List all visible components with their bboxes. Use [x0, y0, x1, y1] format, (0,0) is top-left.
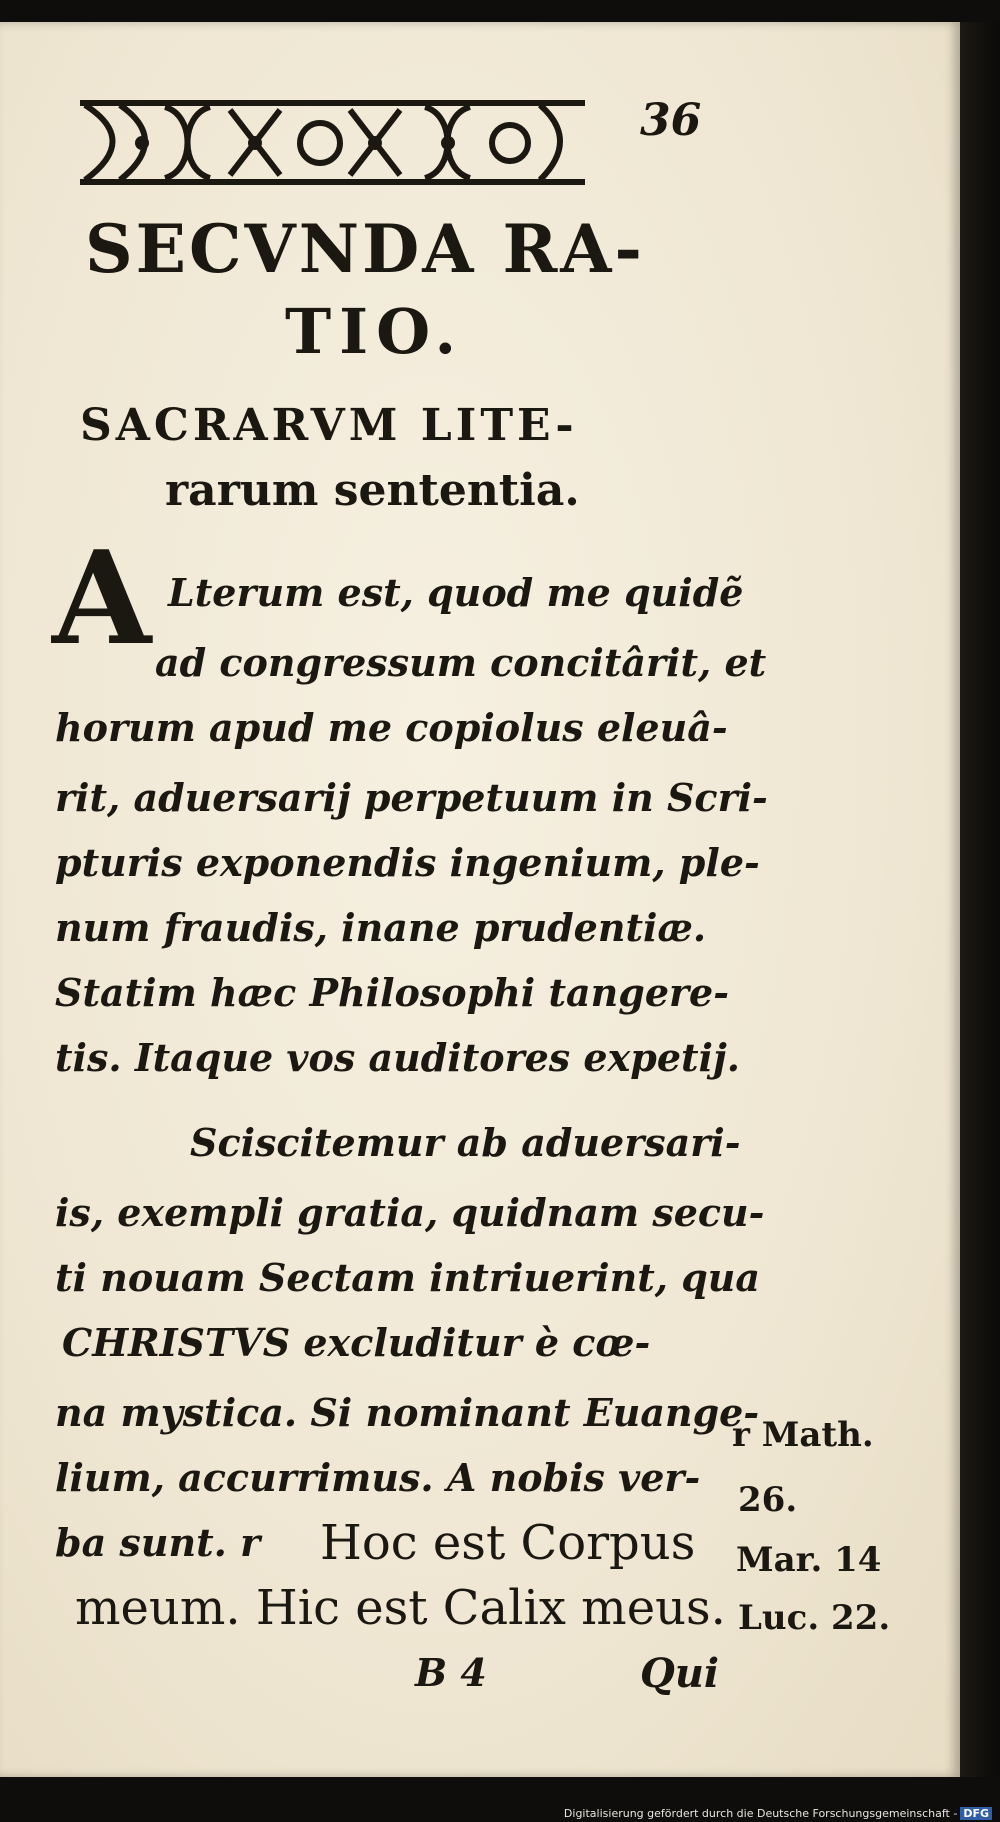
body-line: horum apud me copiolus eleuâ- [55, 705, 728, 750]
body-line: tis. Itaque vos auditores expetij. [55, 1035, 740, 1080]
body-line: ti nouam Sectam intriuerint, qua [55, 1255, 761, 1300]
body-line: CHRISTVS excluditur è cœ- [62, 1320, 651, 1365]
margin-note: r Math. [732, 1415, 874, 1455]
digitization-credit [560, 1805, 996, 1822]
page-number: 36 [640, 95, 702, 146]
quote-line: Hoc est Corpus [320, 1515, 696, 1571]
body-line: Lterum est, quod me quidẽ [168, 570, 744, 615]
body-line: ad congressum concitârit, et [155, 640, 767, 685]
body-line: lium, accurrimus. A nobis ver- [55, 1455, 701, 1500]
margin-note: Luc. 22. [738, 1598, 891, 1638]
credit-text: Digitalisierung gefördert durch die Deutsche Forschungsgemeinschaft - [563, 1807, 958, 1820]
decorative-headpiece-ornament [80, 95, 585, 190]
section-title-line-1: SECVNDA RA- [85, 210, 645, 288]
body-line: num fraudis, inane prudentiæ. [55, 905, 707, 950]
dfg-logo: DFG [960, 1807, 992, 1820]
signature-mark: B 4 [415, 1650, 487, 1695]
section-heading-line-2: rarum sententia. [165, 465, 580, 516]
drop-cap-initial: A [52, 524, 152, 674]
catchword: Qui [640, 1650, 720, 1697]
margin-note: 26. [738, 1480, 798, 1520]
body-line: pturis exponendis ingenium, ple- [55, 840, 760, 885]
body-line: Sciscitemur ab aduersari- [190, 1120, 741, 1165]
body-line: rit, aduersarij perpetuum in Scri- [55, 775, 768, 820]
body-line: na mystica. Si nominant Euange- [55, 1390, 760, 1435]
quote-line: meum. Hic est Calix meus. [75, 1580, 726, 1636]
page-edge-shadow [960, 22, 1000, 1777]
margin-note: Mar. 14 [736, 1540, 882, 1580]
section-heading-line-1: SACRARVM LITE- [80, 400, 578, 451]
body-line: is, exempli gratia, quidnam secu- [55, 1190, 765, 1235]
body-line: Statim hæc Philosophi tangere- [55, 970, 729, 1015]
body-line: ba sunt. r [55, 1520, 261, 1565]
section-title-line-2: TIO. [285, 295, 465, 368]
